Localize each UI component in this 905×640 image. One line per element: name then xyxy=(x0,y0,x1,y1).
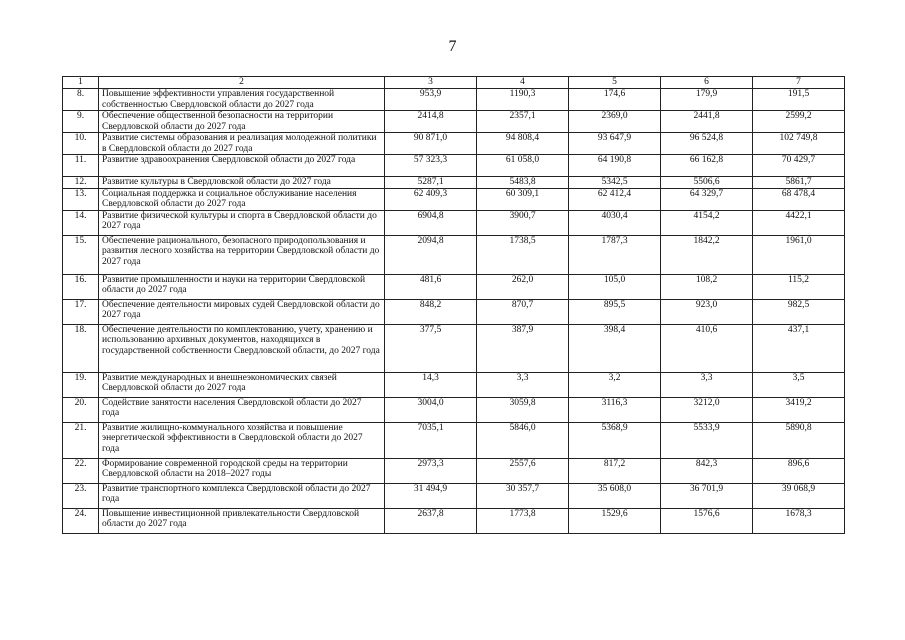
value-cell: 437,1 xyxy=(753,324,845,372)
value-cell: 2414,8 xyxy=(385,111,477,133)
table-row xyxy=(63,324,845,372)
value-cell: 4030,4 xyxy=(569,210,661,235)
value-cell: 96 524,8 xyxy=(661,133,753,155)
value-cell: 4154,2 xyxy=(661,210,753,235)
value-cell: 3,5 xyxy=(753,372,845,397)
value-cell: 2094,8 xyxy=(385,235,477,274)
row-number: 13. xyxy=(63,188,99,210)
table-row xyxy=(63,299,845,324)
value-cell: 3419,2 xyxy=(753,397,845,422)
value-cell: 64 190,8 xyxy=(569,155,661,177)
value-cell: 5846,0 xyxy=(477,422,569,458)
row-number: 17. xyxy=(63,299,99,324)
value-cell: 5342,5 xyxy=(569,177,661,189)
value-cell: 1190,3 xyxy=(477,89,569,111)
program-name: Развитие здравоохранения Свердловской области до 2027 года xyxy=(99,155,385,177)
table-row xyxy=(63,235,845,274)
value-cell: 61 058,0 xyxy=(477,155,569,177)
table-row xyxy=(63,111,845,133)
row-number: 18. xyxy=(63,324,99,372)
value-cell: 1678,3 xyxy=(753,508,845,533)
table-row xyxy=(63,188,845,210)
value-cell: 93 647,9 xyxy=(569,133,661,155)
value-cell: 31 494,9 xyxy=(385,483,477,508)
value-cell: 3,3 xyxy=(477,372,569,397)
value-cell: 174,6 xyxy=(569,89,661,111)
program-name: Обеспечение деятельности по комплектованию, учету, хранению и использованию архивных документов, находящихся в государственной собственности Свердловской области, до 2027 года xyxy=(99,324,385,372)
value-cell: 953,9 xyxy=(385,89,477,111)
row-number: 16. xyxy=(63,274,99,299)
value-cell: 57 323,3 xyxy=(385,155,477,177)
column-header: 6 xyxy=(661,77,753,89)
value-cell: 1842,2 xyxy=(661,235,753,274)
value-cell: 982,5 xyxy=(753,299,845,324)
value-cell: 2369,0 xyxy=(569,111,661,133)
program-name: Обеспечение деятельности мировых судей Свердловской области до 2027 года xyxy=(99,299,385,324)
program-name: Формирование современной городской среды на территории Свердловской области на 2018–2027 годы xyxy=(99,458,385,483)
value-cell: 2599,2 xyxy=(753,111,845,133)
value-cell: 62 409,3 xyxy=(385,188,477,210)
value-cell: 817,2 xyxy=(569,458,661,483)
value-cell: 62 412,4 xyxy=(569,188,661,210)
row-number: 23. xyxy=(63,483,99,508)
table-row xyxy=(63,458,845,483)
program-name: Обеспечение общественной безопасности на территории Свердловской области до 2027 года xyxy=(99,111,385,133)
value-cell: 1773,8 xyxy=(477,508,569,533)
table-row xyxy=(63,483,845,508)
value-cell: 2357,1 xyxy=(477,111,569,133)
value-cell: 6904,8 xyxy=(385,210,477,235)
row-number: 14. xyxy=(63,210,99,235)
value-cell: 94 808,4 xyxy=(477,133,569,155)
table-row xyxy=(63,155,845,177)
value-cell: 3900,7 xyxy=(477,210,569,235)
value-cell: 1787,3 xyxy=(569,235,661,274)
value-cell: 5506,6 xyxy=(661,177,753,189)
value-cell: 105,0 xyxy=(569,274,661,299)
value-cell: 398,4 xyxy=(569,324,661,372)
value-cell: 842,3 xyxy=(661,458,753,483)
value-cell: 191,5 xyxy=(753,89,845,111)
table-row xyxy=(63,372,845,397)
program-name: Развитие физической культуры и спорта в Свердловской области до 2027 года xyxy=(99,210,385,235)
value-cell: 3059,8 xyxy=(477,397,569,422)
value-cell: 60 309,1 xyxy=(477,188,569,210)
value-cell: 3116,3 xyxy=(569,397,661,422)
value-cell: 923,0 xyxy=(661,299,753,324)
table-row xyxy=(63,133,845,155)
table-row xyxy=(63,210,845,235)
program-name: Развитие международных и внешнеэкономических связей Свердловской области до 2027 года xyxy=(99,372,385,397)
column-header: 2 xyxy=(99,77,385,89)
value-cell: 2557,6 xyxy=(477,458,569,483)
value-cell: 7035,1 xyxy=(385,422,477,458)
row-number: 15. xyxy=(63,235,99,274)
value-cell: 68 478,4 xyxy=(753,188,845,210)
value-cell: 66 162,8 xyxy=(661,155,753,177)
value-cell: 410,6 xyxy=(661,324,753,372)
program-name: Повышение инвестиционной привлекательности Свердловской области до 2027 года xyxy=(99,508,385,533)
column-header: 4 xyxy=(477,77,569,89)
value-cell: 481,6 xyxy=(385,274,477,299)
value-cell: 3212,0 xyxy=(661,397,753,422)
value-cell: 5890,8 xyxy=(753,422,845,458)
row-number: 9. xyxy=(63,111,99,133)
value-cell: 895,5 xyxy=(569,299,661,324)
value-cell: 5368,9 xyxy=(569,422,661,458)
value-cell: 1961,0 xyxy=(753,235,845,274)
value-cell: 896,6 xyxy=(753,458,845,483)
table-row xyxy=(63,177,845,189)
value-cell: 64 329,7 xyxy=(661,188,753,210)
value-cell: 377,5 xyxy=(385,324,477,372)
column-header: 7 xyxy=(753,77,845,89)
value-cell: 387,9 xyxy=(477,324,569,372)
program-name: Развитие транспортного комплекса Свердловской области до 2027 года xyxy=(99,483,385,508)
value-cell: 1576,6 xyxy=(661,508,753,533)
table-row xyxy=(63,397,845,422)
value-cell: 1529,6 xyxy=(569,508,661,533)
value-cell: 108,2 xyxy=(661,274,753,299)
value-cell: 1738,5 xyxy=(477,235,569,274)
program-name: Развитие промышленности и науки на территории Свердловской области до 2027 года xyxy=(99,274,385,299)
value-cell: 2441,8 xyxy=(661,111,753,133)
value-cell: 102 749,8 xyxy=(753,133,845,155)
program-name: Социальная поддержка и социальное обслуживание населения Свердловской области до 2027 года xyxy=(99,188,385,210)
program-name: Обеспечение рационального, безопасного природопользования и развития лесного хозяйства на территории Свердловской области до 2027 года xyxy=(99,235,385,274)
program-name: Развитие культуры в Свердловской области до 2027 года xyxy=(99,177,385,189)
table-row xyxy=(63,274,845,299)
column-header: 1 xyxy=(63,77,99,89)
value-cell: 870,7 xyxy=(477,299,569,324)
value-cell: 35 608,0 xyxy=(569,483,661,508)
value-cell: 36 701,9 xyxy=(661,483,753,508)
budget-table xyxy=(62,76,845,534)
table-row xyxy=(63,422,845,458)
column-header: 3 xyxy=(385,77,477,89)
column-header: 5 xyxy=(569,77,661,89)
table-row xyxy=(63,508,845,533)
value-cell: 4422,1 xyxy=(753,210,845,235)
value-cell: 30 357,7 xyxy=(477,483,569,508)
row-number: 10. xyxy=(63,133,99,155)
value-cell: 2637,8 xyxy=(385,508,477,533)
value-cell: 115,2 xyxy=(753,274,845,299)
row-number: 8. xyxy=(63,89,99,111)
value-cell: 5533,9 xyxy=(661,422,753,458)
value-cell: 3,2 xyxy=(569,372,661,397)
value-cell: 3004,0 xyxy=(385,397,477,422)
row-number: 12. xyxy=(63,177,99,189)
row-number: 11. xyxy=(63,155,99,177)
row-number: 21. xyxy=(63,422,99,458)
program-name: Повышение эффективности управления государственной собственностью Свердловской области до 2027 года xyxy=(99,89,385,111)
program-name: Содействие занятости населения Свердловской области до 2027 года xyxy=(99,397,385,422)
value-cell: 262,0 xyxy=(477,274,569,299)
value-cell: 5483,8 xyxy=(477,177,569,189)
value-cell: 70 429,7 xyxy=(753,155,845,177)
value-cell: 179,9 xyxy=(661,89,753,111)
row-number: 22. xyxy=(63,458,99,483)
row-number: 20. xyxy=(63,397,99,422)
value-cell: 90 871,0 xyxy=(385,133,477,155)
page-number: 7 xyxy=(448,38,457,55)
table-row xyxy=(63,89,845,111)
row-number: 19. xyxy=(63,372,99,397)
value-cell: 5287,1 xyxy=(385,177,477,189)
value-cell: 39 068,9 xyxy=(753,483,845,508)
value-cell: 2973,3 xyxy=(385,458,477,483)
header-row xyxy=(63,77,845,89)
value-cell: 5861,7 xyxy=(753,177,845,189)
value-cell: 848,2 xyxy=(385,299,477,324)
row-number: 24. xyxy=(63,508,99,533)
program-name: Развитие системы образования и реализация молодежной политики в Свердловской области до 2027 года xyxy=(99,133,385,155)
value-cell: 3,3 xyxy=(661,372,753,397)
program-name: Развитие жилищно-коммунального хозяйства и повышение энергетической эффективности в Свердловской области до 2027 года xyxy=(99,422,385,458)
value-cell: 14,3 xyxy=(385,372,477,397)
